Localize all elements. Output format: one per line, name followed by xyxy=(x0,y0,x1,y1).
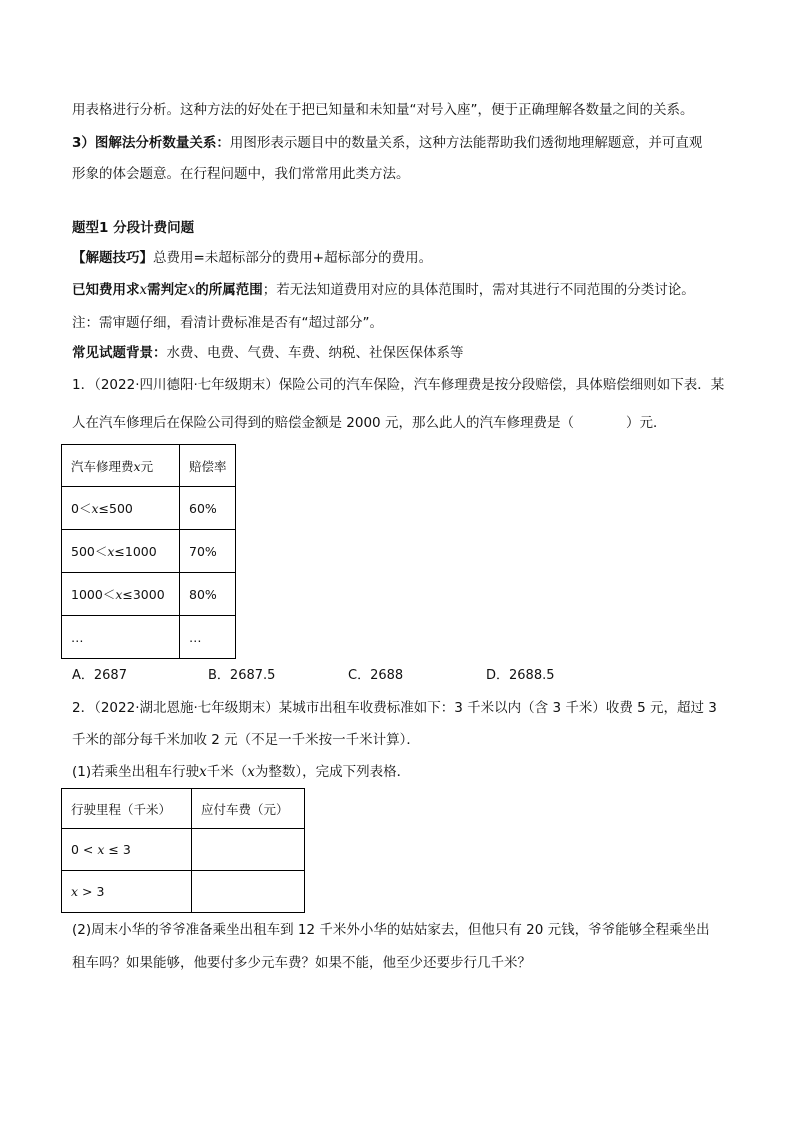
q1-text-2a: 人在汽车修理后在保险公司得到的赔偿金额是 2000 元，那么此人的汽车修理费是（ xyxy=(72,415,574,431)
header-cost-cell xyxy=(62,445,180,487)
known-a: 已知费用求 xyxy=(72,282,140,298)
table-row xyxy=(62,616,236,659)
range-low: 500＜ xyxy=(71,544,108,559)
range-low: … xyxy=(71,629,84,645)
option-b-text: B．2687.5 xyxy=(208,668,276,683)
q2-fare-table xyxy=(61,788,305,913)
q1-line-2 xyxy=(72,413,666,433)
range-high: ≤3000 xyxy=(122,587,165,602)
table-row xyxy=(62,871,305,913)
q1-text-2b: ）元． xyxy=(625,415,667,431)
q2-sub1-x2: x xyxy=(247,764,255,780)
rate-value: 70% xyxy=(189,543,217,559)
method-3-cont-text: 形象的体会题意。在行程问题中，我们常常用此类方法。 xyxy=(72,166,410,182)
known-x2: x xyxy=(187,282,196,298)
option-d-text: D．2688.5 xyxy=(486,668,555,683)
table-row xyxy=(62,829,305,871)
row1-b: ≤ 3 xyxy=(104,842,131,857)
q2-sub1-x1: x xyxy=(199,764,207,780)
tip-label: 【解题技巧】 xyxy=(72,250,153,266)
table-row xyxy=(62,487,236,530)
method-3-text: 用图形表示题目中的数量关系，这种方法能帮助我们透彻地理解题意，并可直观 xyxy=(229,135,703,151)
q1-compensation-table xyxy=(61,444,236,659)
known-cost-line xyxy=(72,280,695,300)
row1-a: 0 < xyxy=(71,842,98,857)
method-3-continuation xyxy=(72,164,410,184)
row2-b: > 3 xyxy=(78,884,105,899)
header-distance: 行驶里程（千米） xyxy=(71,801,172,817)
range-high: ≤500 xyxy=(98,501,133,516)
row1-x: x xyxy=(97,842,105,857)
section-title-text: 题型1 分段计费问题 xyxy=(72,220,195,236)
intro-text-1: 用表格进行分析。这种方法的好处在于把已知量和未知量“对号入座”，便于正确理解各数量之间的关系。 xyxy=(72,102,694,118)
range-cell xyxy=(62,487,180,530)
background-text: 水费、电费、气费、车费、纳税、社保医保体系等 xyxy=(166,345,464,361)
rate-cell xyxy=(180,616,236,659)
background-line xyxy=(72,343,464,363)
tip-line xyxy=(72,248,432,268)
background-label: 常见试题背景： xyxy=(72,345,167,361)
tip-text: 总费用=未超标部分的费用+超标部分的费用。 xyxy=(153,250,433,266)
table-row xyxy=(62,573,236,616)
range-cell xyxy=(62,573,180,616)
method-3-label: 3）图解法分析数量关系： xyxy=(72,135,230,151)
header-fare-cell xyxy=(192,789,305,829)
rate-value: 60% xyxy=(189,500,217,516)
header-cost-b: 元 xyxy=(140,458,154,474)
known-c: 的所属范围 xyxy=(195,282,263,298)
option-c xyxy=(348,666,403,686)
table-header-row xyxy=(62,789,305,829)
q1-line-1 xyxy=(72,375,724,395)
q2-text-1: 2．（2022·湖北恩施·七年级期末）某城市出租车收费标准如下：3 千米以内（含 3 千米）收费 5 元，超过 3 xyxy=(72,700,717,716)
range-x: x xyxy=(107,544,115,559)
range-low: 1000＜ xyxy=(71,587,116,602)
range-x: x xyxy=(115,587,123,602)
intro-line-1 xyxy=(72,100,694,120)
q2-sub1-b: 千米（ xyxy=(206,764,248,780)
header-rate: 赔偿率 xyxy=(189,458,227,474)
fare-answer-cell[interactable] xyxy=(192,829,305,871)
header-rate-cell xyxy=(180,445,236,487)
q2-sub1-c: 为整数），完成下列表格． xyxy=(254,764,411,780)
q2-text-2: 千米的部分每千米加收 2 元（不足一千米按一千米计算）． xyxy=(72,732,420,748)
q2-line-1 xyxy=(72,698,717,718)
note-text: 注：需审题仔细，看清计费标准是否有“超过部分”。 xyxy=(72,315,383,331)
known-b: 需判定 xyxy=(147,282,188,298)
distance-cell xyxy=(62,871,192,913)
rate-cell xyxy=(180,573,236,616)
row2-x: x xyxy=(71,884,79,899)
q2-sub2-text-2: 租车吗？如果能够，他要付多少元车费？如果不能，他至少还要步行几千米？ xyxy=(72,955,531,971)
option-a xyxy=(72,666,127,686)
q2-sub2-line-2 xyxy=(72,953,531,973)
table-header-row xyxy=(62,445,236,487)
header-fare: 应付车费（元） xyxy=(201,801,289,817)
rate-value: … xyxy=(189,629,202,645)
range-x: x xyxy=(91,501,99,516)
option-d xyxy=(486,666,555,686)
rate-value: 80% xyxy=(189,586,217,602)
range-high: ≤1000 xyxy=(114,544,157,559)
header-distance-cell xyxy=(62,789,192,829)
section-title xyxy=(72,218,194,238)
note-line xyxy=(72,313,383,333)
q2-sub2-text-1: (2)周末小华的爷爷准备乘坐出租车到 12 千米外小华的姑姑家去，但他只有 20 元钱，爷爷能够全程乘坐出 xyxy=(72,922,710,938)
q2-sub2-line-1 xyxy=(72,920,710,940)
q1-text-1: 1．（2022·四川德阳·七年级期末）保险公司的汽车保险，汽车修理费是按分段赔偿，具体赔偿细则如下表．某 xyxy=(72,377,725,393)
range-cell xyxy=(62,616,180,659)
range-low: 0＜ xyxy=(71,501,92,516)
method-3-line xyxy=(72,133,702,153)
known-x1: x xyxy=(139,282,148,298)
header-cost-a: 汽车修理费 xyxy=(71,458,134,474)
option-a-text: A．2687 xyxy=(72,668,127,683)
distance-cell xyxy=(62,829,192,871)
header-cost-x: x xyxy=(133,458,141,474)
q2-sub1-line xyxy=(72,762,410,782)
known-d: ；若无法知道费用对应的具体范围时，需对其进行不同范围的分类讨论。 xyxy=(262,282,695,298)
rate-cell xyxy=(180,530,236,573)
q2-line-2 xyxy=(72,730,420,750)
table-row xyxy=(62,530,236,573)
option-c-text: C．2688 xyxy=(348,668,404,683)
fare-answer-cell[interactable] xyxy=(192,871,305,913)
rate-cell xyxy=(180,487,236,530)
q2-sub1-a: (1)若乘坐出租车行驶 xyxy=(72,764,200,780)
option-b xyxy=(208,666,275,686)
range-cell xyxy=(62,530,180,573)
